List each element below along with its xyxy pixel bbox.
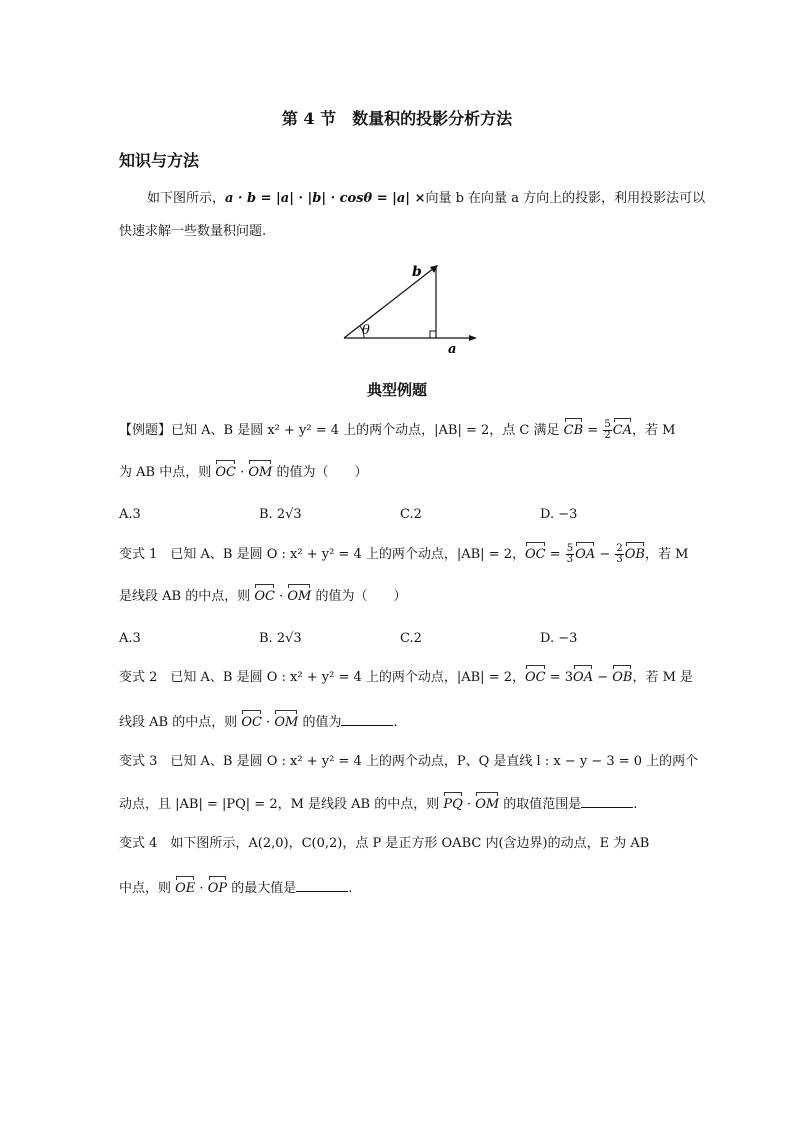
variant2-text-c: 线段 AB 的中点，则 (119, 715, 242, 730)
example-option-d: D. −3 (540, 507, 578, 522)
example-line-2 (119, 464, 367, 482)
variant1-option-a: A.3 (119, 631, 141, 646)
intro-suffix: 向量 b 在向量 a 方向上的投影，利用投影法可以 (425, 191, 706, 206)
dot: · (235, 465, 249, 480)
section-heading-method: 知识与方法 (119, 151, 200, 170)
vector-oc: OC (241, 715, 262, 730)
frac-num: 5 (604, 419, 611, 430)
variant4-text-a: 中点，则 (119, 881, 176, 896)
intro-line-2: 快速求解一些数量积问题. (119, 224, 267, 239)
variant1-text-b: ，若 M (644, 547, 689, 562)
example-text-b: ，若 M (632, 423, 676, 438)
variant1-text-a: 变式 1 已知 A、B 是圆 O : x² + y² = 4 上的两个动点，|AB| = 2， (119, 547, 525, 562)
dot: · (274, 589, 288, 604)
fraction-5-2 (603, 420, 611, 441)
vector-pq: PQ (443, 797, 463, 812)
intro-line-1 (147, 190, 705, 208)
vector-om: OM (475, 797, 500, 812)
period: . (348, 881, 353, 896)
intro-formula: a · b = |a| · |b| · cosθ = |a| × (225, 191, 426, 206)
intro-prefix: 如下图所示， (147, 191, 226, 206)
frac-num: 5 (566, 543, 574, 554)
example-text-d: 的值为（ ） (272, 465, 368, 480)
minus: − (595, 547, 615, 562)
variant3-text-b: 的取值范围是 (499, 797, 582, 812)
vector-oc: OC (525, 670, 546, 685)
period: . (633, 797, 638, 812)
variant1-text-c: 是线段 AB 的中点，则 (119, 589, 255, 604)
variant2-line-2 (119, 713, 398, 732)
vector-b-arrowhead (430, 265, 438, 273)
projection-figure (334, 252, 492, 356)
variant1-line-2 (119, 588, 406, 606)
label-a: a (448, 342, 457, 356)
eq: = (583, 423, 603, 438)
answer-blank[interactable] (581, 795, 633, 808)
vector-ca: CA (612, 423, 633, 438)
variant2-text-b: ，若 M 是 (632, 670, 694, 685)
dot: · (195, 881, 208, 896)
label-theta: θ (362, 323, 370, 338)
vector-oc: OC (525, 547, 546, 562)
variant3-line-1: 变式 3 已知 A、B 是圆 O : x² + y² = 4 上的两个动点，P、Q 是直线 l : x − y − 3 = 0 上的两个 (119, 754, 699, 769)
eq: = (545, 547, 565, 562)
vector-ob: OB (624, 547, 645, 562)
variant1-text-d: 的值为（ ） (311, 589, 407, 604)
variant1-option-b: B. 2√3 (259, 631, 302, 646)
period: . (393, 715, 398, 730)
fraction-5-3 (566, 544, 574, 565)
answer-blank[interactable] (341, 713, 393, 726)
vector-om: OM (248, 465, 273, 480)
variant1-line-1 (119, 544, 688, 565)
vector-cb: CB (563, 423, 584, 438)
variant3-line-2 (119, 795, 637, 814)
page-title: 第 4 节 数量积的投影分析方法 (281, 109, 513, 128)
variant4-line-1: 变式 4 如下图所示，A(2,0)，C(0,2)，点 P 是正方形 OABC 内(含边界)的动点，E 为 AB (119, 836, 650, 851)
example-line-1 (119, 420, 675, 441)
example-option-a: A.3 (119, 507, 141, 522)
dot: · (462, 797, 476, 812)
vector-om: OM (287, 589, 312, 604)
variant1-option-d: D. −3 (540, 631, 578, 646)
example-text-c: 为 AB 中点，则 (119, 465, 216, 480)
frac-den: 2 (604, 430, 611, 441)
example-option-c: C.2 (400, 507, 422, 522)
frac-den: 3 (566, 554, 574, 565)
variant2-text-a: 变式 2 已知 A、B 是圆 O : x² + y² = 4 上的两个动点，|AB| = 2， (119, 670, 525, 685)
variant4-text-b: 的最大值是 (227, 881, 297, 896)
example-text-a: 【例题】已知 A、B 是圆 x² + y² = 4 上的两个动点，|AB| = 2，点 C 满足 (119, 423, 564, 438)
section-heading-examples: 典型例题 (366, 381, 427, 399)
vector-oa: OA (575, 547, 596, 562)
answer-blank[interactable] (296, 879, 348, 892)
vector-oe: OE (175, 881, 196, 896)
label-b: b (412, 264, 422, 280)
vector-oa: OA (573, 670, 594, 685)
minus: − (593, 670, 613, 685)
vector-ob: OB (612, 670, 633, 685)
vector-oc: OC (254, 589, 275, 604)
frac-den: 3 (616, 554, 623, 565)
variant2-text-d: 的值为 (298, 715, 342, 730)
example-option-b: B. 2√3 (259, 507, 302, 522)
variant1-option-c: C.2 (400, 631, 422, 646)
variant3-text-a: 动点，且 |AB| = |PQ| = 2，M 是线段 AB 的中点，则 (119, 797, 444, 812)
variant4-line-2 (119, 879, 352, 898)
vector-a-arrowhead (469, 335, 477, 341)
vector-om: OM (274, 715, 299, 730)
fraction-2-3 (615, 544, 623, 565)
frac-num: 2 (616, 543, 623, 554)
vector-oc: OC (215, 465, 236, 480)
dot: · (261, 715, 275, 730)
right-angle-mark (430, 331, 436, 338)
vector-op: OP (207, 881, 228, 896)
variant2-line-1 (119, 669, 693, 687)
eq: = 3 (545, 670, 574, 685)
